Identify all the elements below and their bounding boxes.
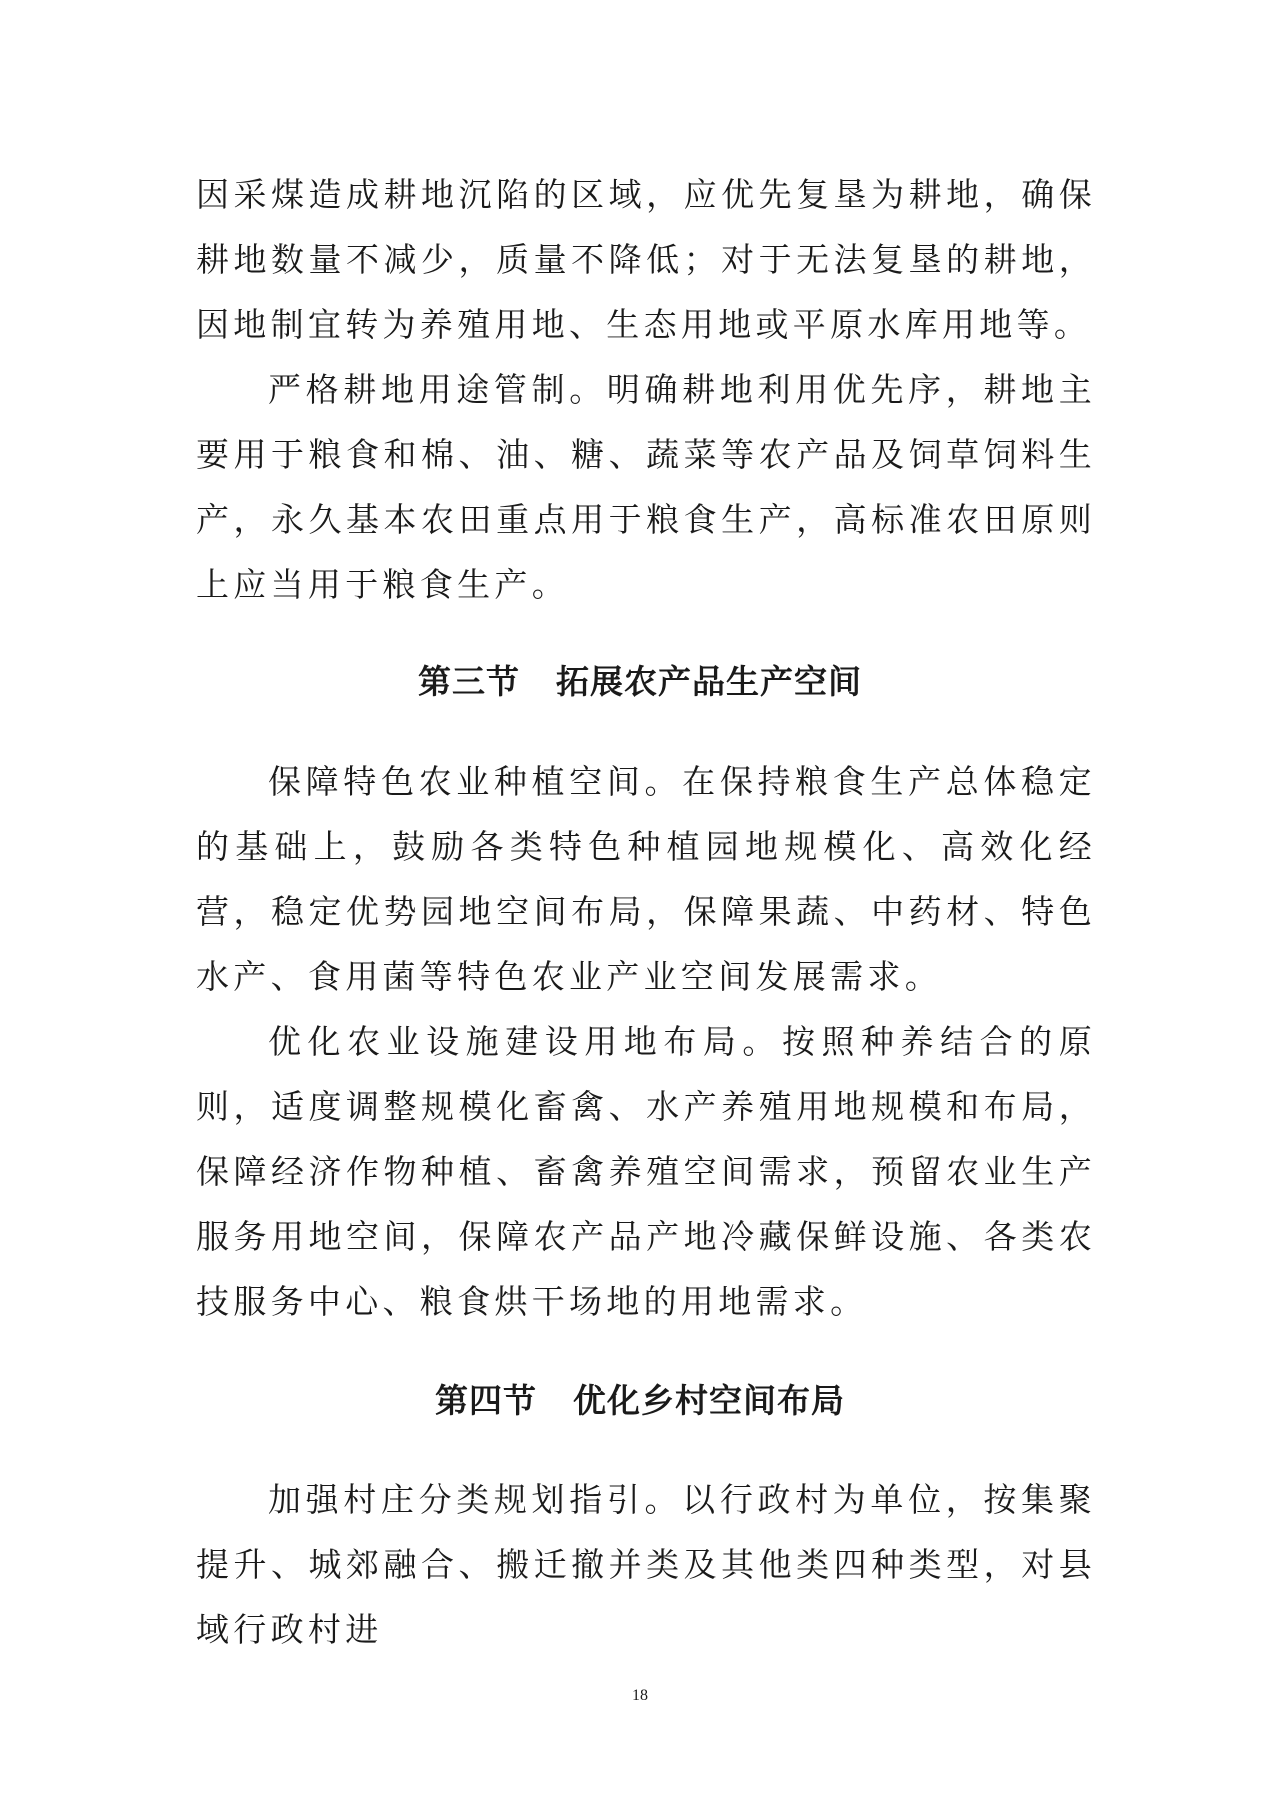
- section-title: 优化乡村空间布局: [573, 1381, 845, 1420]
- section-heading-3: [0, 662, 1280, 702]
- section-number: 第三节: [418, 662, 520, 701]
- paragraph-text: 因采煤造成耕地沉陷的区域，应优先复垦为耕地，确保耕地数量不减少，质量不降低；对于无法复垦的耕地，因地制宜转为养殖用地、生态用地或平原水库用地等。: [196, 175, 1096, 344]
- paragraph-lead: 保障特色农业种植空间。: [268, 762, 683, 801]
- page-number: 18: [632, 1687, 648, 1704]
- paragraph-agri-facility-land: [196, 1009, 1096, 1334]
- paragraph-village-classification: [196, 1467, 1096, 1662]
- paragraph-specialty-planting: [196, 749, 1096, 1009]
- paragraph-lead: 严格耕地用途管制。: [268, 370, 607, 409]
- paragraph-lead: 加强村庄分类规划指引。: [268, 1480, 683, 1519]
- paragraph-text: 以行政村为单位，按集聚提升、城郊融合、搬迁撤并类及其他类四种类型，对县域行政村进: [196, 1480, 1096, 1649]
- paragraph-text: 在保持粮食生产总体稳定的基础上，鼓励各类特色种植园地规模化、高效化经营，稳定优势园地空间布局，保障果蔬、中药材、特色水产、食用菌等特色农业产业空间发展需求。: [196, 762, 1096, 996]
- paragraph-text: 明确耕地利用优先序，耕地主要用于粮食和棉、油、糖、蔬菜等农产品及饲草饲料生产，永久基本农田重点用于粮食生产，高标准农田原则上应当用于粮食生产。: [196, 370, 1096, 604]
- paragraph-farmland-subsidence: [196, 162, 1096, 357]
- section-title: 拓展农产品生产空间: [556, 662, 862, 701]
- section-number: 第四节: [435, 1381, 537, 1420]
- paragraph-farmland-use-control: [196, 357, 1096, 617]
- section-heading-4: [0, 1381, 1280, 1421]
- paragraph-lead: 优化农业设施建设用地布局。: [268, 1022, 782, 1061]
- paragraph-text: 按照种养结合的原则，适度调整规模化畜禽、水产养殖用地规模和布局，保障经济作物种植、畜禽养殖空间需求，预留农业生产服务用地空间，保障农产品产地冷藏保鲜设施、各类农技服务中心、粮食烘干场地的用地需求。: [196, 1022, 1096, 1321]
